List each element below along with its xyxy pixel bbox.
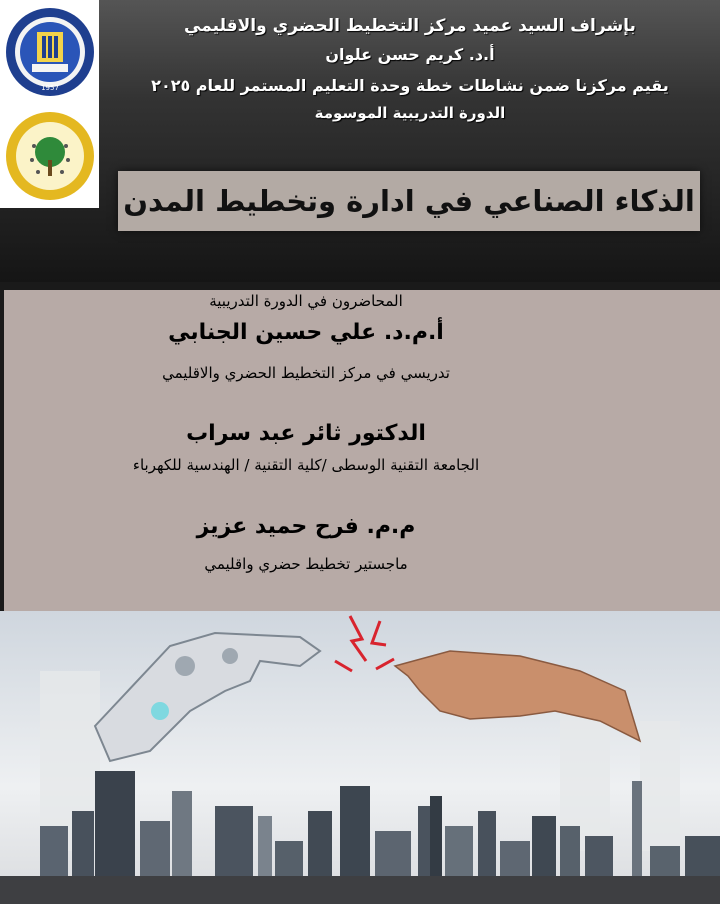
title-box [118, 171, 700, 231]
header-line-2: أ.د. كريم حسن علوان [325, 45, 495, 64]
center-seal-icon [4, 110, 96, 202]
header-line-3: يقيم مركزنا ضمن نشاطات خطة وحدة التعليم المستمر للعام ٢٠٢٥ [151, 76, 669, 95]
course-title: الذكاء الصناعي في ادارة وتخطيط المدن [123, 184, 695, 218]
university-seal-icon [4, 6, 96, 98]
university-logo [0, 0, 99, 104]
lecturer-name: الدكتور ثائر عبد سراب [186, 421, 426, 446]
header-line-4: الدورة التدريبية الموسومة [314, 104, 506, 122]
lecturer-name: م.م. فرح حميد عزيز [196, 514, 416, 539]
lecturer-affiliation: الجامعة التقنية الوسطى /كلية التقنية / الهندسية للكهرباء [132, 456, 480, 474]
logo-year: 1957 [40, 84, 59, 92]
header-line-1: بإشراف السيد عميد مركز التخطيط الحضري والاقليمي [184, 16, 636, 36]
lecturer-affiliation: ماجستير تخطيط حضري واقليمي [204, 555, 408, 573]
lecturer-affiliation: تدريسي في مركز التخطيط الحضري والاقليمي [162, 364, 450, 382]
lecturers-panel [4, 290, 720, 611]
header-band [0, 0, 720, 282]
ai-city-illustration [0, 611, 720, 904]
center-logo [0, 104, 99, 208]
lecturer-name: أ.م.د. علي حسين الجنابي [168, 320, 444, 345]
lecturers-label: المحاضرون في الدورة التدريبية [209, 292, 403, 310]
